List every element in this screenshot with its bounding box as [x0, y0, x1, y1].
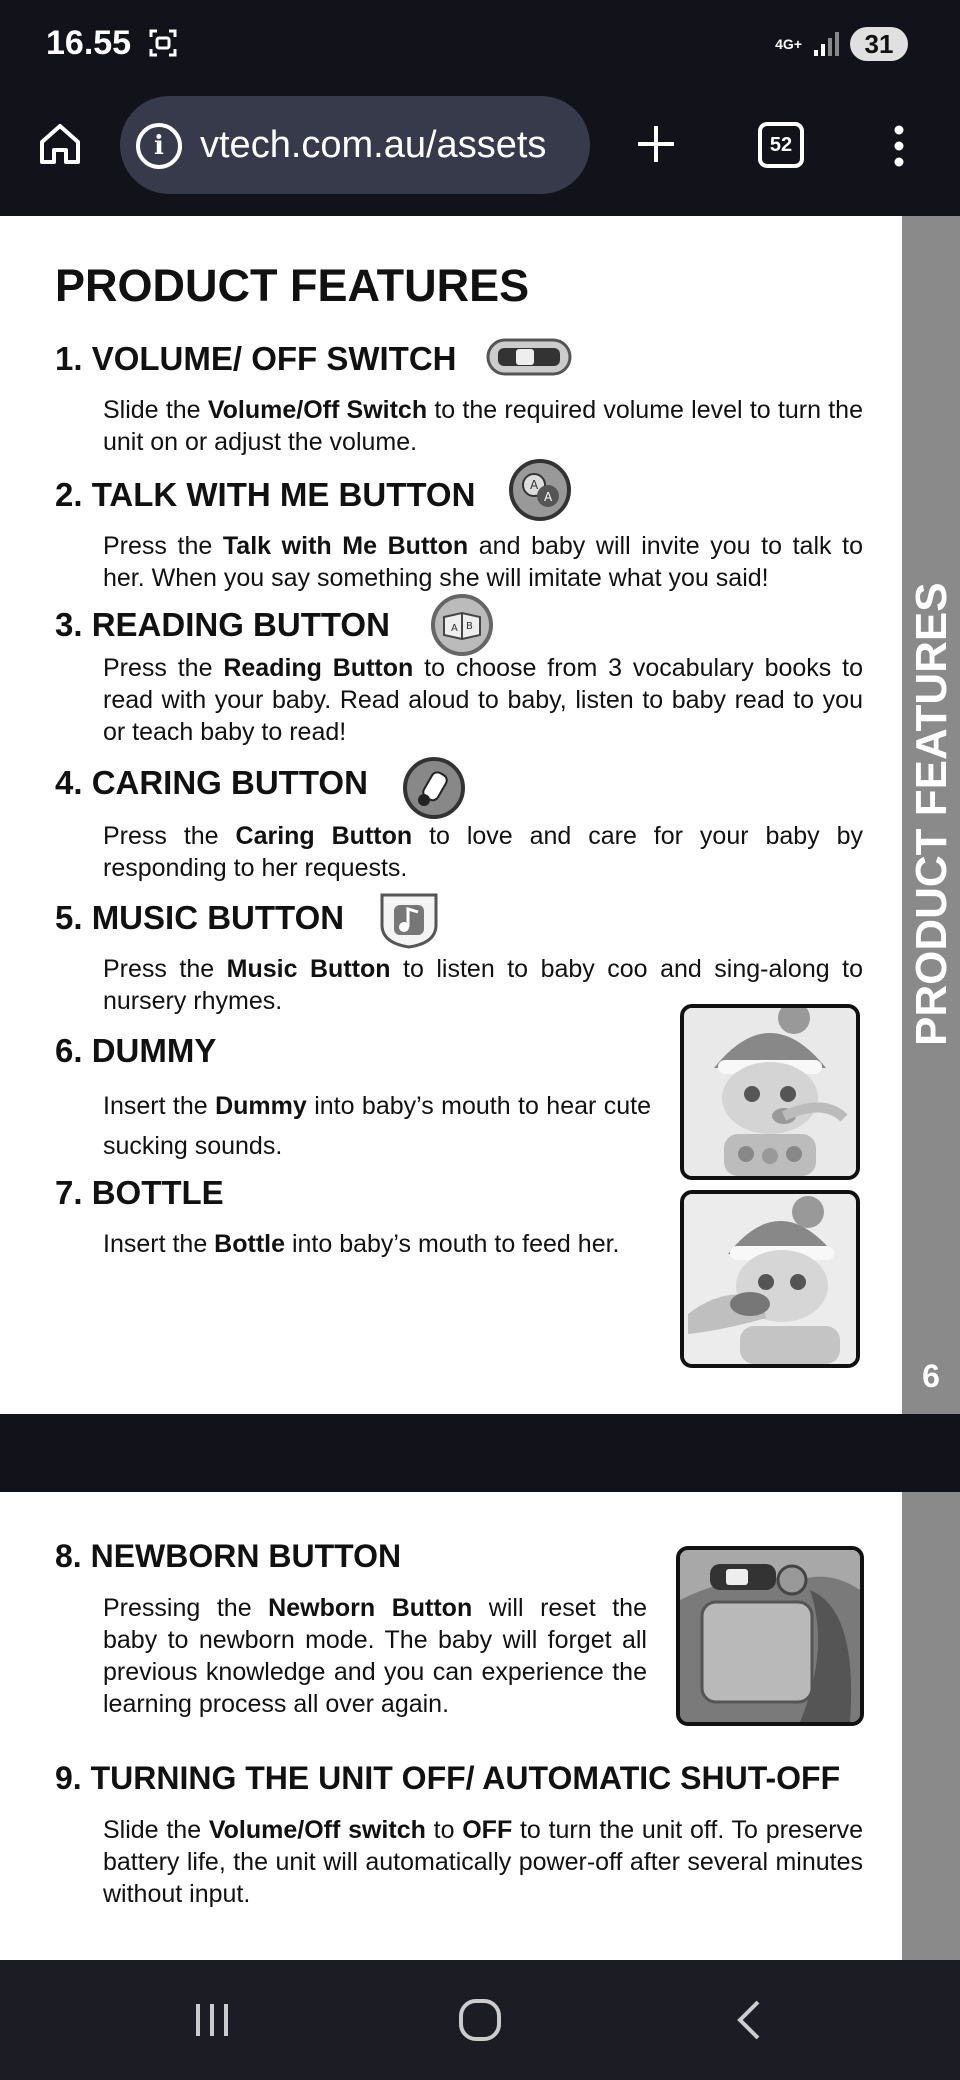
- home-icon[interactable]: [38, 122, 82, 166]
- url-text[interactable]: vtech.com.au/assets: [200, 124, 547, 166]
- feature-heading: 8. NEWBORN BUTTON: [55, 1538, 402, 1574]
- manual-page-7: [0, 1492, 960, 1960]
- feature-description: Press the Caring Button to love and care for your baby by responding to her requests.: [103, 822, 864, 882]
- doll-bottle-photo: [680, 1190, 860, 1368]
- side-section-label: PRODUCT FEATURES: [907, 582, 956, 1046]
- feature-description: Insert the Dummy into baby’s mouth to hear cute sucking sounds.: [103, 1092, 652, 1160]
- recent-apps-icon[interactable]: [188, 1996, 236, 2044]
- more-options-icon[interactable]: [886, 124, 912, 168]
- doll-dummy-photo: [680, 1004, 860, 1180]
- new-tab-icon[interactable]: [634, 122, 678, 166]
- feature-description: Press the Talk with Me Button and baby will invite you to talk to her. When you say something she will imitate what you said!: [103, 532, 863, 592]
- status-time: 16.55: [46, 24, 132, 62]
- back-icon[interactable]: [726, 1996, 774, 2044]
- feature-heading: 5. MUSIC BUTTON: [55, 899, 345, 936]
- feature-heading: 9. TURNING THE UNIT OFF/ AUTOMATIC SHUT-OFF: [55, 1760, 841, 1796]
- feature-description: Slide the Volume/Off switch to OFF to turn the unit off. To preserve battery life, the unit will automatically power-off after several minutes without input.: [103, 1816, 863, 1908]
- page-side-tab: [902, 216, 960, 1414]
- browser-toolbar: [0, 90, 960, 216]
- feature-heading: 1. VOLUME/ OFF SWITCH: [55, 340, 457, 377]
- feature-heading: 6. DUMMY: [55, 1032, 217, 1069]
- feature-description: Insert the Bottle into baby’s mouth to feed her.: [103, 1230, 620, 1258]
- manual-page-6: [0, 216, 960, 1414]
- volume-switch-icon: [486, 338, 572, 381]
- music-button-icon: [378, 891, 440, 954]
- system-navigation-bar: [0, 1960, 960, 2080]
- network-type: 4G+: [775, 35, 802, 52]
- page-number: 6: [922, 1358, 940, 1394]
- address-bar[interactable]: [120, 96, 590, 194]
- svg-text:A: A: [451, 623, 458, 634]
- page-title: PRODUCT FEATURES: [55, 260, 530, 311]
- feature-heading: 3. READING BUTTON: [55, 606, 390, 643]
- status-bar: [0, 0, 960, 90]
- feature-heading: 4. CARING BUTTON: [55, 764, 368, 801]
- feature-heading: 7. BOTTLE: [55, 1174, 224, 1211]
- svg-text:A: A: [544, 490, 553, 504]
- talk-button-icon: [508, 458, 572, 527]
- feature-description: Pressing the Newborn Button will reset the baby to newborn mode. The baby will forget all previous knowledge and you can experience the learning process all over again.: [103, 1594, 647, 1718]
- svg-text:B: B: [466, 621, 473, 632]
- battery-indicator: 31: [850, 27, 908, 61]
- page-side-tab: [902, 1492, 960, 1960]
- signal-icon: [812, 30, 840, 58]
- feature-description: Press the Music Button to listen to baby coo and sing-along to nursery rhymes.: [103, 955, 863, 1015]
- screenshot-icon: [148, 28, 178, 58]
- caring-button-icon: [402, 756, 466, 825]
- feature-description: Press the Reading Button to choose from 3 vocabulary books to read with your baby. Read aloud to baby, listen to baby read to you or teach baby to read!: [103, 654, 863, 746]
- site-info-icon[interactable]: i: [136, 123, 182, 169]
- home-nav-icon[interactable]: [456, 1996, 504, 2044]
- feature-heading: 2. TALK WITH ME BUTTON: [55, 476, 476, 513]
- feature-description: Slide the Volume/Off Switch to the required volume level to turn the unit on or adjust the volume.: [103, 396, 863, 456]
- newborn-button-photo: [676, 1546, 864, 1726]
- tab-switcher-button[interactable]: 52: [758, 122, 804, 168]
- svg-text:A: A: [530, 478, 539, 492]
- page-gap: [0, 1414, 960, 1492]
